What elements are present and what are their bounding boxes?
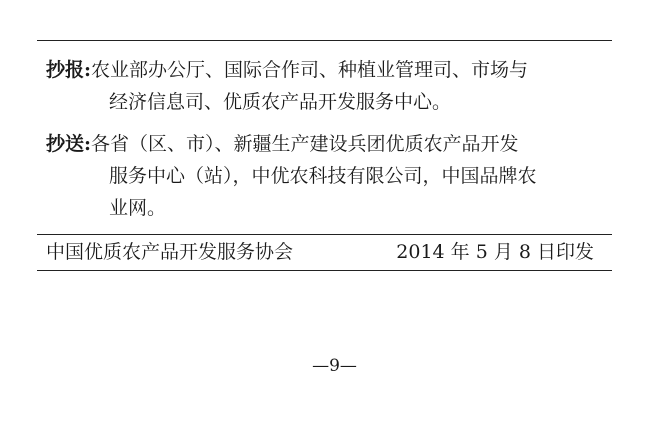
cc-report-line-1 <box>46 54 606 86</box>
cc-report-label: 抄报: <box>46 59 92 81</box>
middle-rule <box>37 234 612 235</box>
page-number: —9— <box>312 356 357 376</box>
cc-report-line-2: 经济信息司、优质农产品开发服务中心。 <box>109 91 452 113</box>
issuer-name: 中国优质农产品开发服务协会 <box>46 241 294 263</box>
cc-copy-line-1 <box>46 128 606 160</box>
cc-report-block <box>46 54 606 118</box>
cc-copy-block <box>46 128 606 224</box>
cc-copy-line-2: 服务中心（站），中优农科技有限公司，中国品牌农 <box>109 165 537 187</box>
bottom-rule <box>37 270 612 271</box>
issue-date: 2014 年 5 月 8 日印发 <box>396 241 594 263</box>
cc-copy-text-1: 各省（区、市）、新疆生产建设兵团优质农产品开发 <box>91 133 519 155</box>
cc-copy-label: 抄送: <box>46 133 92 155</box>
cc-report-text-1: 农业部办公厅、国际合作司、种植业管理司、市场与 <box>91 59 529 81</box>
top-rule <box>37 40 612 41</box>
cc-copy-line-3: 业网。 <box>109 197 167 219</box>
